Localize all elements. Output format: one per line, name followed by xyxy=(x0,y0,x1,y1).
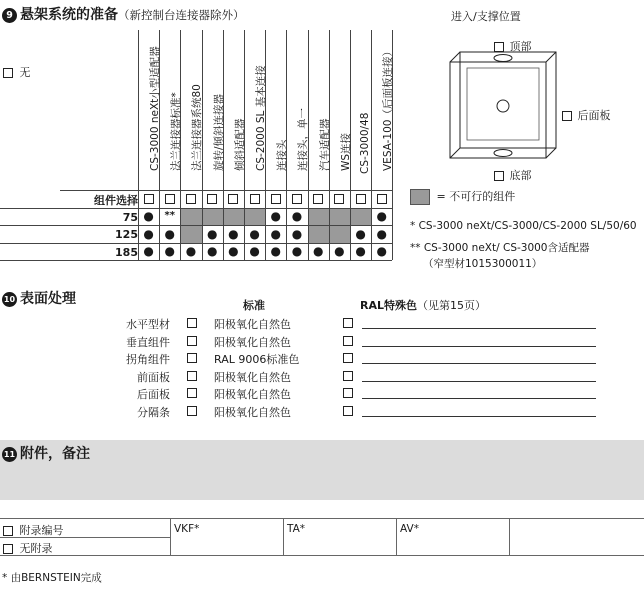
matrix-column-header: WS连接 xyxy=(339,132,352,171)
surface-row xyxy=(0,333,644,350)
standard-checkbox[interactable] xyxy=(187,371,197,381)
matrix-column-header: 法兰连接器标准* xyxy=(170,92,183,171)
matrix-cell xyxy=(180,225,201,243)
standard-checkbox[interactable] xyxy=(187,353,197,363)
matrix-cell: ● xyxy=(270,209,282,224)
matrix-cell: ● xyxy=(228,226,239,241)
note-double-star-1: ** CS-3000 neXt/ CS-3000含适配器 xyxy=(410,242,590,254)
matrix-cell: ● xyxy=(185,244,197,259)
matrix-row-line xyxy=(0,243,392,244)
surface-row xyxy=(0,315,644,332)
section-number-badge: 10 xyxy=(2,292,17,307)
ral-column-header: RAL特殊色（见第15页） xyxy=(360,299,486,312)
select-row-label: 组件选择 xyxy=(94,194,138,207)
select-checkbox[interactable] xyxy=(138,190,159,208)
legend-text: = 不可行的组件 xyxy=(436,190,516,203)
ral-checkbox[interactable] xyxy=(343,371,353,381)
reference-table xyxy=(0,518,644,556)
standard-finish: 阳极氧化自然色 xyxy=(214,370,291,384)
ral-checkbox[interactable] xyxy=(343,318,353,328)
av-field[interactable]: AV* xyxy=(400,523,419,535)
ral-checkbox[interactable] xyxy=(343,406,353,416)
standard-finish: 阳极氧化自然色 xyxy=(214,335,291,349)
connector-matrix xyxy=(0,30,395,265)
select-checkbox[interactable] xyxy=(308,190,329,208)
diagram-title: 进入/支撑位置 xyxy=(451,10,521,23)
matrix-column-header: VESA-100（后面板连接） xyxy=(382,46,395,171)
matrix-cell xyxy=(329,208,350,226)
component-name: 后面板 xyxy=(137,388,170,402)
select-checkbox[interactable] xyxy=(159,190,180,208)
matrix-cell: ● xyxy=(312,244,324,259)
matrix-cell: ● xyxy=(376,209,388,224)
cabinet-box-diagram xyxy=(445,50,560,165)
footnote: * 由BERNSTEIN完成 xyxy=(2,572,102,584)
section-11-title: 11 附件，备注 xyxy=(3,446,90,462)
standard-checkbox[interactable] xyxy=(187,388,197,398)
matrix-row-line xyxy=(0,225,392,226)
appendix-option[interactable]: 附录编号 xyxy=(3,522,64,538)
component-name: 前面板 xyxy=(137,370,170,384)
select-checkbox[interactable] xyxy=(371,190,392,208)
matrix-cell: ● xyxy=(164,226,176,241)
matrix-row-line xyxy=(0,208,392,209)
rear-panel-checkbox[interactable] xyxy=(562,111,572,121)
select-checkbox[interactable] xyxy=(329,190,350,208)
ral-checkbox[interactable] xyxy=(343,336,353,346)
surface-row xyxy=(0,385,644,402)
select-checkbox[interactable] xyxy=(202,190,223,208)
matrix-column-header: CS-2000 SL 基本连接 xyxy=(255,65,267,171)
matrix-cell: ● xyxy=(291,226,303,241)
matrix-cell: ● xyxy=(355,226,366,241)
matrix-cell: ● xyxy=(270,244,282,259)
standard-checkbox[interactable] xyxy=(187,318,197,328)
surface-row xyxy=(0,350,644,367)
matrix-row-label: 75 xyxy=(122,210,138,224)
component-name: 分隔条 xyxy=(137,406,170,419)
section-number-badge: 11 xyxy=(2,447,17,462)
matrix-cell: ● xyxy=(376,244,388,259)
select-checkbox[interactable] xyxy=(265,190,286,208)
matrix-cell: ● xyxy=(206,244,218,259)
component-name: 水平型材 xyxy=(126,318,170,331)
section-9-title: 9 悬架系统的准备（新控制台连接器除外） xyxy=(2,4,245,24)
matrix-cell: ● xyxy=(376,226,388,241)
matrix-cell xyxy=(223,208,244,226)
section-10-title: 10 表面处理 xyxy=(3,291,76,307)
select-checkbox[interactable] xyxy=(223,190,244,208)
extra-field[interactable] xyxy=(510,519,644,556)
standard-finish: 阳极氧化自然色 xyxy=(214,406,291,419)
surface-row xyxy=(0,368,644,385)
standard-finish: 阳极氧化自然色 xyxy=(214,388,291,402)
section-number-badge: 9 xyxy=(2,8,17,23)
matrix-cell: ● xyxy=(228,244,239,259)
ta-field[interactable]: TA* xyxy=(287,523,306,535)
no-appendix-checkbox[interactable] xyxy=(3,544,13,554)
matrix-cell: ● xyxy=(249,244,260,259)
select-checkbox[interactable] xyxy=(244,190,265,208)
note-single-star: * CS-3000 neXt/CS-3000/CS-2000 SL/50/60 xyxy=(410,220,637,232)
appendix-checkbox[interactable] xyxy=(3,526,13,536)
matrix-column-header: CS-3000/48 xyxy=(359,112,371,174)
vkf-field[interactable]: VKF* xyxy=(174,523,200,535)
ral-input-line[interactable] xyxy=(362,398,596,399)
matrix-column-header: 旋转/倾斜连接器 xyxy=(212,93,225,171)
matrix-cell xyxy=(308,208,329,226)
matrix-column-header: 连接头 xyxy=(276,139,289,171)
no-appendix-option[interactable]: 无附录 xyxy=(3,540,53,556)
matrix-cell: ● xyxy=(270,226,282,241)
matrix-cell xyxy=(329,225,350,243)
matrix-cell: ● xyxy=(143,226,154,241)
matrix-cell xyxy=(308,225,329,243)
matrix-cell xyxy=(180,208,201,226)
none-label: 无 xyxy=(19,66,31,79)
matrix-cell xyxy=(202,208,223,226)
rear-panel-option[interactable]: 后面板 xyxy=(562,107,611,123)
matrix-row-line xyxy=(0,260,392,261)
matrix-row-label: 185 xyxy=(115,245,138,259)
legend xyxy=(410,188,515,205)
matrix-cell: ** xyxy=(164,210,176,222)
note-double-star-2: （窄型材1015300011） xyxy=(423,258,543,270)
matrix-cell: ● xyxy=(249,226,260,241)
matrix-column-header: 法兰连接器系统80 xyxy=(191,84,204,171)
ral-checkbox[interactable] xyxy=(343,388,353,398)
matrix-cell xyxy=(244,208,265,226)
standard-column-header: 标准 xyxy=(243,299,265,312)
matrix-column-header: 汽车适配器 xyxy=(318,118,331,171)
standard-finish: 阳极氧化自然色 xyxy=(214,318,291,331)
standard-finish: RAL 9006标准色 xyxy=(214,353,300,367)
matrix-column-header: CS-3000 neXt小型适配器 xyxy=(149,46,161,171)
ral-input-line[interactable] xyxy=(362,346,596,347)
matrix-cell: ● xyxy=(143,244,154,259)
component-name: 垂直组件 xyxy=(126,335,170,349)
ral-input-line[interactable] xyxy=(362,416,596,417)
bottom-option[interactable]: 底部 xyxy=(494,167,532,183)
bottom-checkbox[interactable] xyxy=(494,171,504,181)
matrix-cell: ● xyxy=(143,209,154,224)
accessories-notes-area[interactable] xyxy=(0,440,644,500)
standard-checkbox[interactable] xyxy=(187,336,197,346)
matrix-cell xyxy=(350,208,371,226)
matrix-cell: ● xyxy=(355,244,366,259)
ral-checkbox[interactable] xyxy=(343,353,353,363)
matrix-cell: ● xyxy=(334,244,345,259)
matrix-cell: ● xyxy=(291,244,303,259)
surface-row xyxy=(0,403,644,420)
top-checkbox[interactable] xyxy=(494,42,504,52)
matrix-cell: ● xyxy=(291,209,303,224)
ral-input-line[interactable] xyxy=(362,363,596,364)
component-name: 拐角组件 xyxy=(126,353,170,367)
ral-input-line[interactable] xyxy=(362,381,596,382)
top-option[interactable]: 顶部 xyxy=(494,38,532,54)
matrix-cell: ● xyxy=(164,244,176,259)
select-checkbox[interactable] xyxy=(350,190,371,208)
matrix-cell: ● xyxy=(206,226,218,241)
select-checkbox[interactable] xyxy=(286,190,307,208)
select-checkbox[interactable] xyxy=(180,190,201,208)
standard-checkbox[interactable] xyxy=(187,406,197,416)
ral-input-line[interactable] xyxy=(362,328,596,329)
legend-grey-swatch xyxy=(410,189,430,205)
section-9-subtitle: （新控制台连接器除外） xyxy=(118,8,245,22)
matrix-row-label: 125 xyxy=(115,228,138,241)
matrix-column-header: 连接头，单一 xyxy=(297,108,310,171)
matrix-column-header: 倾斜适配器 xyxy=(233,118,246,171)
